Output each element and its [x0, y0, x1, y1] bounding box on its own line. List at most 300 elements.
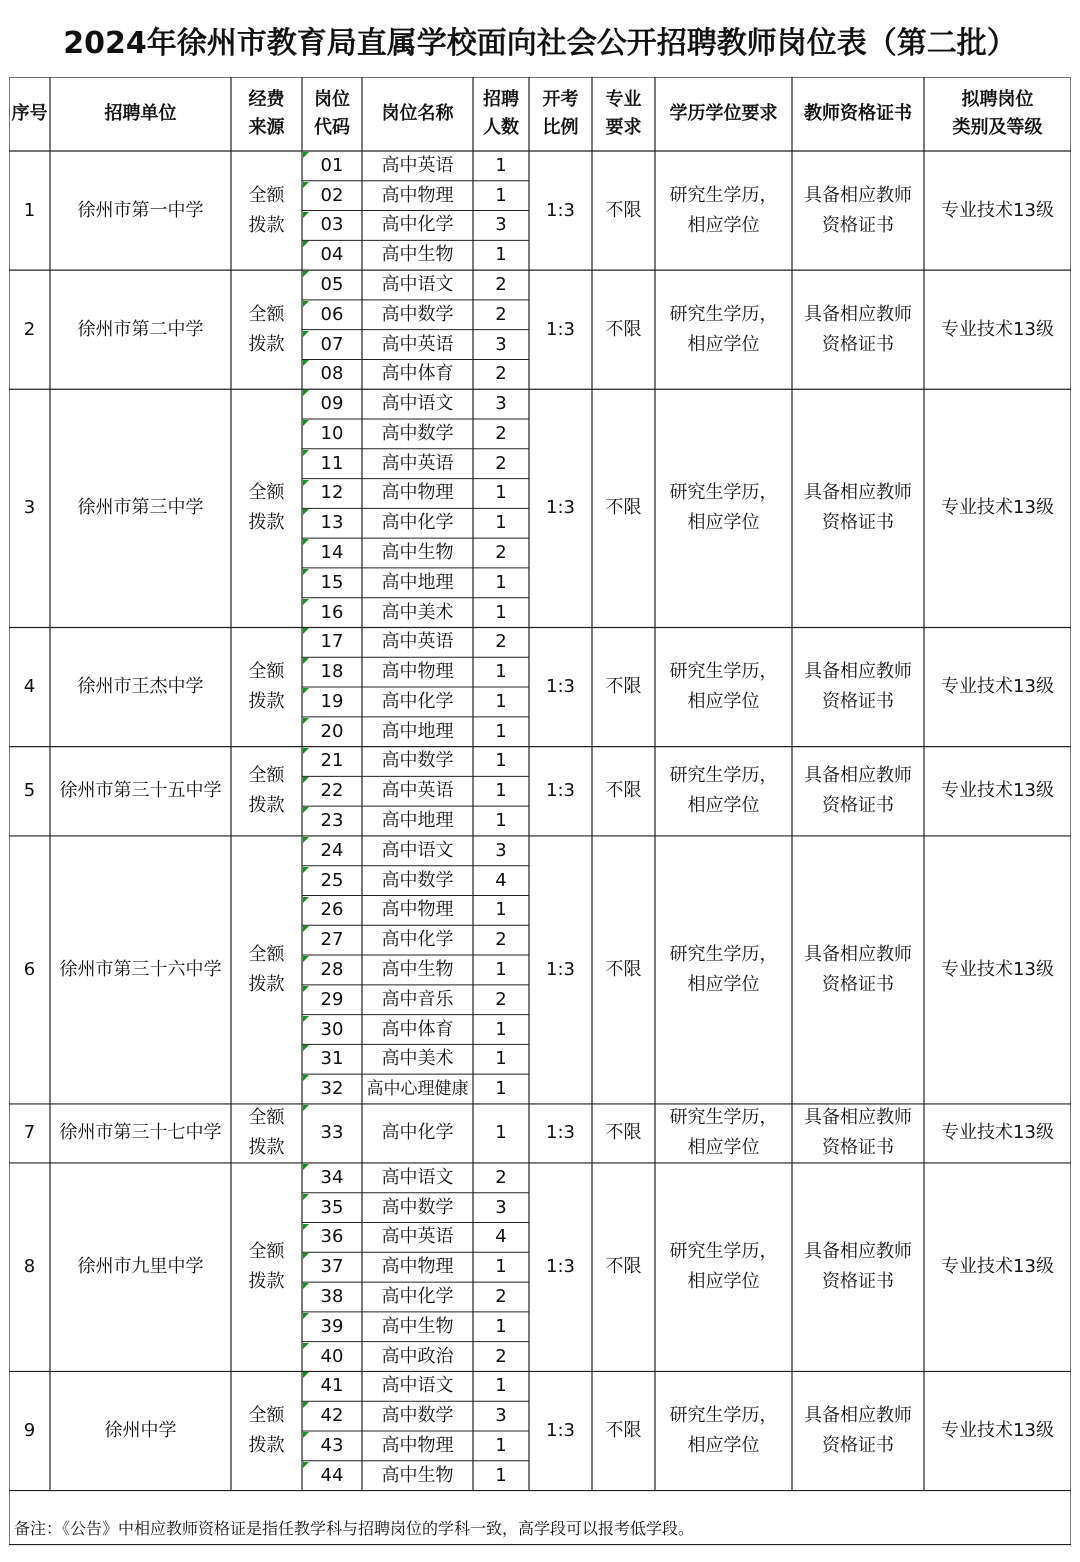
cell-marker-icon [303, 152, 309, 158]
cell-funding [231, 627, 302, 746]
cell-num: 3 [495, 1405, 507, 1427]
cell-cert-line: 资格证书 [822, 1137, 894, 1159]
cell-num: 2 [495, 988, 507, 1010]
cell-post-name: 高中地理 [381, 720, 454, 742]
cell-cert-line: 资格证书 [822, 214, 894, 236]
cell-num: 1 [495, 1122, 507, 1144]
cell-num: 1 [495, 1078, 507, 1100]
cell-post-name: 高中美术 [381, 601, 454, 623]
cell-ratio: 1:3 [546, 1122, 575, 1144]
header-level-line: 拟聘岗位 [961, 89, 1034, 110]
cell-marker-icon [303, 718, 309, 724]
cell-level: 专业技术13级 [941, 1256, 1054, 1278]
cell-num: 3 [495, 214, 507, 236]
cell-post-name: 高中生物 [381, 958, 454, 980]
cell-marker-icon [303, 539, 309, 545]
cell-marker-icon [303, 897, 309, 903]
cell-funding [231, 836, 302, 1104]
cell-cert [792, 747, 924, 836]
cell-code: 42 [320, 1405, 344, 1427]
cell-code: 05 [320, 274, 344, 295]
cell-funding-line: 拨款 [248, 1271, 285, 1293]
cell-marker-icon [303, 1075, 309, 1081]
header-num-line: 招聘 [483, 89, 519, 110]
cell-funding-line: 拨款 [248, 973, 285, 995]
cell-num: 1 [495, 154, 507, 176]
cell-code: 40 [320, 1345, 344, 1367]
cell-unit: 徐州市第三中学 [77, 497, 204, 519]
cell-code: 36 [320, 1226, 344, 1248]
cell-cert-line: 具备相应教师 [804, 303, 912, 325]
cell-post-name: 高中生物 [381, 542, 454, 564]
cell-cert [792, 1371, 924, 1490]
cell-marker-icon [303, 390, 309, 396]
cell-cert [792, 151, 924, 270]
cell-post-name: 高中语文 [381, 274, 454, 295]
cell-edu [655, 627, 792, 746]
cell-num: 2 [495, 631, 507, 653]
cell-level: 专业技术13级 [941, 1122, 1054, 1144]
cell-num: 3 [495, 393, 507, 415]
cell-edu-line: 研究生学历， [669, 1241, 778, 1263]
cell-marker-icon [303, 688, 309, 694]
cell-code: 16 [320, 601, 344, 623]
cell-marker-icon [303, 926, 309, 932]
cell-post-name: 高中生物 [381, 244, 454, 266]
cell-unit: 徐州市第一中学 [77, 199, 204, 221]
cell-major: 不限 [605, 780, 642, 802]
cell-code: 30 [320, 1018, 344, 1040]
cell-edu-line: 研究生学历， [669, 184, 778, 206]
header-major-line: 专业 [605, 89, 642, 110]
cell-edu-line: 相应学位 [687, 333, 760, 355]
cell-marker-icon [303, 182, 309, 188]
cell-num: 1 [495, 780, 507, 802]
cell-level: 专业技术13级 [941, 676, 1054, 698]
cell-num: 3 [495, 333, 507, 355]
cell-num: 1 [495, 1315, 507, 1337]
cell-marker-icon [303, 569, 309, 575]
cell-edu-line: 研究生学历， [669, 765, 778, 787]
header-level-line: 类别及等级 [952, 117, 1043, 138]
cell-ratio: 1:3 [546, 1256, 575, 1278]
header-funding-line: 经费 [248, 89, 285, 110]
cell-no: 5 [23, 780, 36, 802]
cell-marker-icon [303, 1045, 309, 1051]
cell-no: 1 [23, 199, 36, 221]
header-code-line: 岗位 [314, 89, 350, 110]
cell-marker-icon [303, 1343, 309, 1349]
cell-edu-line: 研究生学历， [669, 303, 778, 325]
cell-cert-line: 具备相应教师 [804, 943, 912, 965]
cell-marker-icon [303, 986, 309, 992]
cell-post-name: 高中语文 [381, 393, 454, 415]
header-funding-line: 来源 [248, 117, 285, 138]
cell-unit: 徐州中学 [104, 1419, 177, 1441]
cell-post-name: 高中数学 [381, 869, 454, 891]
cell-funding [231, 1104, 302, 1163]
cell-post-name: 高中化学 [381, 512, 454, 534]
cell-marker-icon [303, 867, 309, 873]
cell-post-name: 高中化学 [381, 214, 454, 236]
page-title: 2024年徐州市教育局直属学校面向社会公开招聘教师岗位表（第二批） [63, 26, 1017, 61]
cell-post-name: 高中物理 [381, 482, 454, 504]
cell-level: 专业技术13级 [941, 497, 1054, 519]
cell-marker-icon [303, 658, 309, 664]
cell-cert-line: 具备相应教师 [804, 482, 912, 504]
cell-marker-icon [303, 509, 309, 515]
cell-post-name: 高中物理 [381, 661, 454, 683]
cell-marker-icon [303, 1164, 309, 1170]
cell-code: 27 [320, 929, 344, 951]
cell-code: 01 [320, 154, 344, 176]
cell-no: 9 [23, 1419, 36, 1441]
cell-num: 1 [495, 1375, 507, 1397]
cell-funding-line: 全额 [248, 303, 285, 325]
cell-cert-line: 具备相应教师 [804, 1404, 912, 1426]
cell-code: 28 [320, 958, 344, 980]
cell-post-name: 高中化学 [381, 690, 454, 712]
cell-num: 2 [495, 452, 507, 474]
cell-ratio: 1:3 [546, 199, 575, 221]
cell-edu-line: 相应学位 [687, 691, 760, 713]
cell-funding-line: 全额 [248, 482, 285, 504]
cell-funding-line: 全额 [248, 1241, 285, 1263]
cell-edu-line: 相应学位 [687, 795, 760, 817]
cell-marker-icon [303, 271, 309, 277]
cell-edu [655, 836, 792, 1104]
cell-post-name: 高中物理 [381, 899, 454, 921]
cell-unit: 徐州市第三十五中学 [59, 780, 222, 802]
cell-num: 2 [495, 1345, 507, 1367]
cell-marker-icon [303, 956, 309, 962]
cell-ratio: 1:3 [546, 780, 575, 802]
cell-cert-line: 资格证书 [822, 1271, 894, 1293]
header-major-line: 要求 [605, 117, 642, 138]
header-cert: 教师资格证书 [804, 103, 912, 124]
cell-num: 2 [495, 274, 507, 295]
cell-code: 14 [320, 542, 344, 564]
cell-edu [655, 1104, 792, 1163]
cell-marker-icon [303, 1402, 309, 1408]
cell-cert-line: 资格证书 [822, 973, 894, 995]
cell-marker-icon [303, 748, 309, 754]
header-ratio [529, 77, 592, 151]
cell-post-name: 高中数学 [381, 422, 454, 444]
cell-code: 33 [320, 1122, 344, 1144]
cell-no: 6 [23, 958, 36, 980]
cell-post-name: 高中物理 [381, 1256, 454, 1278]
cell-post-name: 高中化学 [381, 929, 454, 951]
cell-unit: 徐州市第三十六中学 [59, 958, 222, 980]
cell-marker-icon [303, 420, 309, 426]
cell-num: 1 [495, 1434, 507, 1456]
cell-cert-line: 资格证书 [822, 333, 894, 355]
cell-post-name: 高中物理 [381, 184, 454, 206]
cell-unit: 徐州市第二中学 [77, 318, 204, 340]
header-edu: 学历学位要求 [669, 103, 778, 124]
cell-level: 专业技术13级 [941, 780, 1054, 802]
cell-post-name: 高中语文 [381, 1375, 454, 1397]
cell-marker-icon [303, 1283, 309, 1289]
header-major [592, 77, 655, 151]
cell-cert [792, 627, 924, 746]
cell-code: 32 [320, 1078, 344, 1100]
cell-edu-line: 相应学位 [687, 512, 760, 534]
cell-funding-line: 拨款 [248, 214, 285, 236]
footnote: 备注：《公告》中相应教师资格证是指任教学科与招聘岗位的学科一致，高学段可以报考低学段。 [14, 1519, 695, 1538]
cell-edu-line: 相应学位 [687, 973, 760, 995]
cell-edu [655, 270, 792, 389]
cell-post-name: 高中地理 [381, 571, 454, 593]
cell-funding-line: 全额 [248, 765, 285, 787]
cell-code: 11 [320, 452, 344, 474]
cell-unit: 徐州市第三十七中学 [59, 1122, 222, 1144]
cell-edu-line: 相应学位 [687, 214, 760, 236]
cell-code: 26 [320, 899, 344, 921]
cell-marker-icon [303, 777, 309, 783]
cell-post-name: 高中语文 [381, 839, 454, 861]
cell-edu-line: 研究生学历， [669, 1404, 778, 1426]
cell-code: 24 [320, 839, 344, 861]
cell-num: 2 [495, 542, 507, 564]
cell-funding [231, 1371, 302, 1490]
cell-edu [655, 389, 792, 627]
cell-num: 1 [495, 184, 507, 206]
cell-edu [655, 747, 792, 836]
cell-major: 不限 [605, 958, 642, 980]
cell-marker-icon [303, 1016, 309, 1022]
cell-funding [231, 389, 302, 627]
cell-funding [231, 151, 302, 270]
cell-post-name: 高中英语 [381, 1226, 454, 1248]
cell-code: 43 [320, 1434, 344, 1456]
cell-marker-icon [303, 212, 309, 218]
cell-post-name: 高中物理 [381, 1434, 454, 1456]
cell-code: 04 [320, 244, 344, 266]
cell-num: 3 [495, 839, 507, 861]
cell-code: 15 [320, 571, 344, 593]
cell-num: 1 [495, 690, 507, 712]
cell-marker-icon [303, 1313, 309, 1319]
cell-num: 1 [495, 720, 507, 742]
header-num-line: 人数 [483, 117, 519, 138]
cell-code: 08 [320, 363, 344, 385]
cell-cert [792, 389, 924, 627]
cell-post-name: 高中化学 [381, 1122, 454, 1144]
cell-cert-line: 具备相应教师 [804, 661, 912, 683]
cell-num: 2 [495, 929, 507, 951]
cell-code: 34 [320, 1166, 344, 1188]
header-code [302, 77, 362, 151]
cell-code: 12 [320, 482, 344, 504]
cell-code: 09 [320, 393, 344, 415]
cell-code: 19 [320, 690, 344, 712]
cell-post-name: 高中数学 [381, 303, 454, 325]
header-ratio-line: 开考 [542, 89, 579, 110]
cell-num: 1 [495, 512, 507, 534]
cell-marker-icon [303, 1432, 309, 1438]
cell-cert [792, 836, 924, 1104]
cell-edu-line: 相应学位 [687, 1137, 760, 1159]
cell-code: 13 [320, 512, 344, 534]
header-level [924, 77, 1071, 151]
cell-marker-icon [303, 480, 309, 486]
cell-num: 1 [495, 899, 507, 921]
cell-num: 1 [495, 750, 507, 772]
cell-cert-line: 具备相应教师 [804, 1241, 912, 1263]
cell-funding-line: 拨款 [248, 512, 285, 534]
cell-post-name: 高中地理 [381, 810, 454, 832]
cell-post-name: 高中数学 [381, 1405, 454, 1427]
cell-num: 1 [495, 482, 507, 504]
cell-level: 专业技术13级 [941, 199, 1054, 221]
cell-marker-icon [303, 1253, 309, 1259]
cell-edu-line: 研究生学历， [669, 661, 778, 683]
cell-code: 23 [320, 810, 344, 832]
cell-post-name: 高中英语 [381, 780, 454, 802]
cell-funding-line: 全额 [248, 661, 285, 683]
cell-edu-line: 相应学位 [687, 1271, 760, 1293]
cell-marker-icon [303, 1105, 309, 1111]
cell-unit: 徐州市九里中学 [77, 1256, 204, 1278]
cell-cert-line: 具备相应教师 [804, 1107, 912, 1129]
cell-num: 2 [495, 422, 507, 444]
cell-code: 21 [320, 750, 344, 772]
header-code-line: 代码 [314, 117, 350, 138]
cell-code: 29 [320, 988, 344, 1010]
cell-post-name: 高中语文 [381, 1166, 454, 1188]
cell-ratio: 1:3 [546, 676, 575, 698]
cell-funding-line: 拨款 [248, 795, 285, 817]
cell-code: 18 [320, 661, 344, 683]
cell-num: 1 [495, 1048, 507, 1070]
cell-edu-line: 研究生学历， [669, 1107, 778, 1129]
cell-cert-line: 资格证书 [822, 691, 894, 713]
cell-major: 不限 [605, 199, 642, 221]
cell-edu-line: 相应学位 [687, 1434, 760, 1456]
cell-cert [792, 1104, 924, 1163]
cell-num: 1 [495, 661, 507, 683]
cell-post-name: 高中化学 [381, 1285, 454, 1307]
cell-num: 2 [495, 363, 507, 385]
cell-post-name: 高中英语 [381, 154, 454, 176]
cell-funding-line: 拨款 [248, 1434, 285, 1456]
cell-ratio: 1:3 [546, 318, 575, 340]
cell-code: 44 [320, 1464, 344, 1486]
cell-code: 17 [320, 631, 344, 653]
cell-code: 25 [320, 869, 344, 891]
cell-post-name: 高中英语 [381, 631, 454, 653]
cell-marker-icon [303, 628, 309, 634]
cell-marker-icon [303, 450, 309, 456]
cell-funding-line: 全额 [248, 1107, 285, 1129]
cell-code: 38 [320, 1285, 344, 1307]
cell-marker-icon [303, 301, 309, 307]
cell-code: 39 [320, 1315, 344, 1337]
cell-code: 31 [320, 1048, 344, 1070]
cell-cert-line: 具备相应教师 [804, 765, 912, 787]
header-name: 岗位名称 [381, 103, 454, 124]
cell-post-name: 高中数学 [381, 750, 454, 772]
cell-edu-line: 研究生学历， [669, 482, 778, 504]
cell-num: 4 [495, 869, 507, 891]
cell-unit: 徐州市王杰中学 [77, 676, 204, 698]
cell-code: 03 [320, 214, 344, 236]
cell-ratio: 1:3 [546, 958, 575, 980]
cell-num: 1 [495, 1018, 507, 1040]
cell-post-name: 高中数学 [381, 1196, 454, 1218]
cell-num: 2 [495, 303, 507, 325]
cell-marker-icon [303, 1194, 309, 1200]
cell-cert-line: 资格证书 [822, 1434, 894, 1456]
cell-level: 专业技术13级 [941, 1419, 1054, 1441]
cell-cert-line: 具备相应教师 [804, 184, 912, 206]
cell-no: 3 [23, 497, 36, 519]
cell-marker-icon [303, 1462, 309, 1468]
cell-post-name: 高中美术 [381, 1048, 454, 1070]
cell-edu [655, 151, 792, 270]
cell-cert-line: 资格证书 [822, 795, 894, 817]
cell-marker-icon [303, 360, 309, 366]
cell-level: 专业技术13级 [941, 318, 1054, 340]
cell-post-name: 高中音乐 [381, 988, 454, 1010]
cell-major: 不限 [605, 1419, 642, 1441]
header-unit: 招聘单位 [104, 103, 177, 124]
cell-code: 02 [320, 184, 344, 206]
cell-num: 1 [495, 601, 507, 623]
cell-post-name: 高中心理健康 [366, 1079, 469, 1100]
cell-funding [231, 270, 302, 389]
cell-num: 1 [495, 810, 507, 832]
cell-post-name: 高中英语 [381, 452, 454, 474]
cell-post-name: 高中体育 [381, 363, 454, 385]
cell-marker-icon [303, 807, 309, 813]
cell-post-name: 高中英语 [381, 333, 454, 355]
cell-code: 41 [320, 1375, 344, 1397]
cell-no: 2 [23, 318, 36, 340]
cell-num: 1 [495, 1464, 507, 1486]
cell-major: 不限 [605, 1256, 642, 1278]
header-num [473, 77, 529, 151]
header-no: 序号 [11, 103, 48, 124]
cell-marker-icon [303, 1372, 309, 1378]
cell-num: 2 [495, 1285, 507, 1307]
cell-funding-line: 拨款 [248, 691, 285, 713]
cell-ratio: 1:3 [546, 497, 575, 519]
cell-code: 35 [320, 1196, 344, 1218]
cell-funding-line: 拨款 [248, 1137, 285, 1159]
cell-num: 3 [495, 1196, 507, 1218]
cell-marker-icon [303, 331, 309, 337]
cell-num: 1 [495, 244, 507, 266]
header-ratio-line: 比例 [542, 117, 579, 138]
cell-cert-line: 资格证书 [822, 512, 894, 534]
cell-no: 7 [23, 1122, 36, 1144]
cell-cert [792, 270, 924, 389]
cell-code: 10 [320, 422, 344, 444]
cell-post-name: 高中政治 [381, 1345, 454, 1367]
cell-marker-icon [303, 241, 309, 247]
cell-num: 1 [495, 1256, 507, 1278]
cell-code: 22 [320, 780, 344, 802]
cell-edu [655, 1163, 792, 1371]
cell-ratio: 1:3 [546, 1419, 575, 1441]
cell-funding-line: 全额 [248, 1404, 285, 1426]
cell-major: 不限 [605, 676, 642, 698]
cell-num: 1 [495, 571, 507, 593]
cell-major: 不限 [605, 318, 642, 340]
